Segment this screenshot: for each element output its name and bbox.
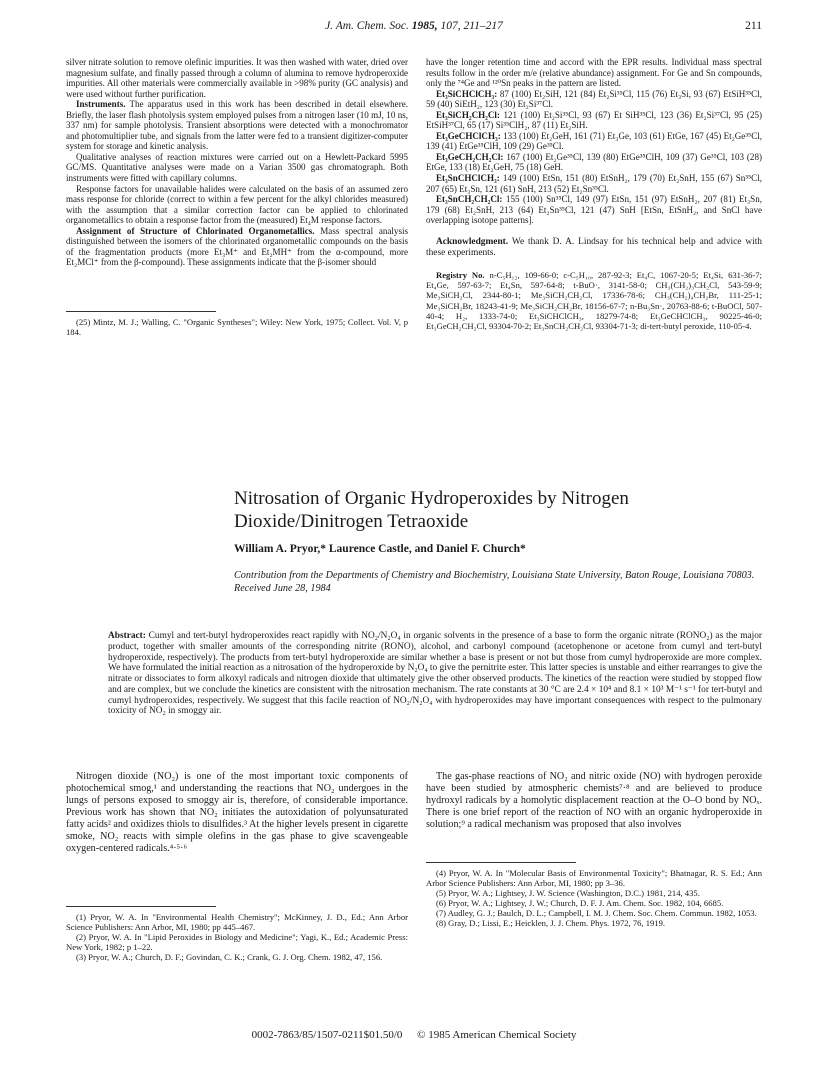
running-header	[66, 20, 762, 36]
entry-text: 155 (100) Sn³⁵Cl, 149 (97) EtSn, 151 (97) EtSnH₂, 207 (81) Et₃Sn, 179 (68) Et₂SnH, 213 (64) Et₂Sn³⁵Cl, 121 (47) SnH [EtSn, EtSnH₂, and SnCl have overlapping isotope patterns].	[426, 194, 762, 226]
paragraph: silver nitrate solution to remove olefinic impurities. It was then washed with water, dried over magnesium sulfate, and finally passed through a column of alumina to remove hydroperoxide impurities. All other materials were commercially available in >98% purity (GC analysis) and were used without further purification.	[66, 57, 408, 99]
paragraph-assignment	[66, 226, 408, 268]
footnote: (3) Pryor, W. A.; Church, D. F.; Govindan, C. K.; Crank, G. J. Org. Chem. 1982, 47, 156.	[76, 952, 383, 962]
entry-text: 87 (100) Et₂SiH, 121 (84) Et₂Si³⁵Cl, 115 (76) Et₃Si, 93 (67) EtSiH³⁵Cl, 59 (40) SiEtH₂, 123 (30) Et₂Si³⁷Cl.	[426, 88, 762, 110]
footnote-rule	[66, 311, 216, 312]
footnotes-right	[426, 868, 762, 928]
journal-citation	[66, 20, 762, 32]
footnote: (6) Pryor, W. A.; Lightsey, J. W.; Church, D. F. J. Am. Chem. Soc. 1982, 104, 6685.	[436, 898, 724, 908]
journal-pages: 211–217	[463, 20, 503, 32]
mass-spec-entry	[426, 89, 762, 110]
abstract-text: Cumyl and tert-butyl hydroperoxides react rapidly with NO₂/N₂O₄ in organic solvents in the presence of a base to form the organic nitrate (RONO₂) as the major product, together with smaller amounts of the corresponding nitrite (RONO), alcohol, and carbonyl compound (acetophenone or acetone from cumyl and tert-butyl hydroperoxide, respectively). The products from tert-butyl hydroperoxide are similar whether a base is present or not but those from cumyl hydroperoxide are more complex. We have formulated the initial reaction as a nitrosation of the hydroperoxide by N₂O₄ to give the pernitrite ester. This latter species is unstable and either rearranges to give the nitrate or dissociates to form alkoxyl radicals and nitrogen dioxide that ultimately give the other observed products. The kinetics of the reaction were studied by stopped flow and are complex, but we conclude the kinetics are consistent with the nitrosation mechanism. The rate constants at 30 °C are 2.4 × 10⁴ and 8.1 × 10³ M⁻¹ s⁻¹ for tert-butyl and cumyl hydroperoxides, respectively. We suggest that this facile reaction of NO₂/N₂O₄ with hydroperoxides may have important consequences with respect to the pulmonary toxicity of NO₂ in smoggy air.	[108, 631, 762, 717]
article-code: 0002-7863/85/1507-0211$01.50/0	[251, 1029, 403, 1041]
ack-text: We thank D. A. Lindsay for his technical help and advice with these experiments.	[426, 237, 762, 258]
footnotes-left	[66, 912, 408, 962]
footnote: (4) Pryor, W. A. In "Molecular Basis of Environmental Toxicity"; Bhatnagar, R. S. Ed.; Ann Arbor Science Publishers: Ann Arbor, MI, 1980; pp 3–36.	[426, 868, 762, 888]
body-right-column: The gas-phase reactions of NO₂ and nitric oxide (NO) with hydrogen peroxide have been studied by atmospheric chemists⁷·⁸ and are believed to produce hydroxyl radicals by a homolytic displacement reaction at the O–O bond by NOₓ. There is one brief report of the reaction of NO with an organic hydroperoxide in solution;⁹ a radical mechanism was proposed that also involves	[426, 771, 762, 830]
article-affiliation: Contribution from the Departments of Chemistry and Biochemistry, Louisiana State University, Baton Rouge, Louisiana 70803. Received June 28, 1984	[234, 570, 755, 594]
footnote-rule	[426, 862, 576, 863]
paragraph: have the longer retention time and accord with the EPR results. Individual mass spectral results follow in the order m/e (relative abundance) assignment. For Ge and Sn compounds, only the ⁷⁴Ge and ¹²⁰Sn peaks in the pattern are listed.	[426, 57, 762, 89]
article-authors: William A. Pryor,* Laurence Castle, and Daniel F. Church*	[234, 543, 526, 555]
body-left-column: Nitrogen dioxide (NO₂) is one of the most important toxic components of photochemical smog,¹ and understanding the reactions that NO₂ undergoes in the lungs of persons exposed to smoggy air is, therefore, of considerable importance. Previous work has shown that NO₂ initiates the autoxidation of polyunsaturated fatty acids² and oxidizes thiols to disulfides.³ At the higher levels present in cigarette smoke, NO₂ reacts with simple olefins in the gas phase to give scavengeable oxygen-centered radicals.⁴·⁵·⁶	[66, 771, 408, 854]
abstract-head: Abstract:	[108, 631, 146, 641]
registry-numbers	[426, 270, 762, 331]
journal-year: 1985,	[411, 20, 438, 32]
mass-spec-entry	[426, 152, 762, 173]
mass-spec-entry	[426, 110, 762, 131]
compound-name: Et₃GeCHClCH₃:	[436, 130, 501, 141]
footnote: (1) Pryor, W. A. In "Environmental Health Chemistry"; McKinney, J. D., Ed.; Ann Arbor Science Publishers: Ann Arbor, MI, 1980; pp 445–467.	[66, 912, 408, 932]
mass-spec-entry	[426, 194, 762, 226]
prev-article-left-column	[66, 57, 408, 268]
registry-text: n-C₅H₁₂, 109-66-0; c-C₅H₁₀, 287-92-3; Et₄C, 1067-20-5; Et₄Si, 631-36-7; Et₄Ge, 597-63-7; Et₄Sn, 597-64-8; t-BuO·, 3141-58-0; CH₃(CH₂)₃CH₂Cl, 543-59-9; Me₃SiCH₂Cl, 2344-80-1; Me₃SiCH₂CH₂Cl, 17336-78-6; CH₃(CH₂)₄CH₂Br, 111-25-1; Me₃SiCH₂Br, 18243-41-9; Me₃SiCH₂CH₂Br, 18156-67-7; n-Bu₃Sn·, 20763-88-6; t-BuOCl, 507-40-4; H₂, 1333-74-0; Et₃SiCHClCH₃, 18279-74-8; Et₃GeCHClCH₃, 90225-46-0; Et₃GeCH₂CH₂Cl, 93304-70-2; Et₃SnCH₂CH₂Cl, 93304-71-3; di-tert-butyl peroxide, 110-05-4.	[426, 270, 762, 332]
compound-name: Et₃SiCH₂CH₂Cl:	[436, 109, 500, 120]
entry-text: 121 (100) Et₂Si³⁵Cl, 93 (67) Et SiH³⁵Cl, 123 (36) Et₂Si³⁷Cl, 95 (25) EtSiH³⁷Cl, 65 (17) Si³⁵ClH₂, 87 (11) Et₂SiH.	[426, 109, 762, 131]
compound-name: Et₃GeCH₂CH₂Cl:	[436, 151, 504, 162]
footnote: (8) Gray, D.; Lissi, E.; Heicklen, J. J. Chem. Phys. 1972, 76, 1919.	[436, 918, 666, 928]
footnote-25	[66, 317, 408, 337]
paragraph: Qualitative analyses of reaction mixtures were carried out on a Hewlett-Packard 5995 GC/MS. Quantitative analyses were made on a Varian 3500 gas chromatograph. Both instruments were fitted with capillary columns.	[66, 151, 408, 184]
mass-spec-entry	[426, 173, 762, 194]
ack-head: Acknowledgment.	[436, 237, 509, 247]
acknowledgment	[426, 237, 762, 259]
article-title: Nitrosation of Organic Hydroperoxides by Nitrogen Dioxide/Dinitrogen Tetraoxide	[234, 488, 629, 532]
compound-name: Et₃SnCH₂CH₂Cl:	[436, 194, 503, 205]
copyright: © 1985 American Chemical Society	[417, 1029, 577, 1041]
compound-name: Et₃SiCHClCH₃:	[436, 88, 498, 99]
page-number: 211	[745, 20, 762, 32]
footnote: (5) Pryor, W. A.; Lightsey, J. W. Science (Washington, D.C.) 1981, 214, 435.	[436, 888, 700, 898]
section-head: Assignment of Structure of Chlorinated Organometallics.	[76, 225, 315, 236]
page-footer	[66, 1029, 762, 1041]
compound-name: Et₃SnCHClCH₃:	[436, 173, 500, 184]
journal-volume: 107,	[440, 20, 461, 32]
paragraph: Response factors for unavailable halides were calculated on the basis of an assumed zero mass response for chloride (correct to within a few percent for the alkyl chlorides measured) with the assumption that a similar correction factor can be applied to chlorinated organometallics to obtain a response factor from the (measured) Et₄M response factors.	[66, 183, 408, 226]
footnote: (2) Pryor, W. A. In "Lipid Peroxides in Biology and Medicine"; Yagi, K., Ed.; Academic Press: New York, 1982; p 1–22.	[66, 932, 408, 952]
section-head: Instruments.	[76, 99, 126, 110]
entry-text: 133 (100) Et₂GeH, 161 (71) Et₃Ge, 103 (61) EtGe, 167 (45) Et₂Ge³⁵Cl, 139 (41) EtGe³⁵ClH, 109 (29) Ge³⁵Cl.	[426, 130, 762, 152]
registry-head: Registry No.	[436, 270, 485, 280]
abstract	[108, 631, 762, 717]
paragraph-instruments	[66, 99, 408, 152]
footnote-rule	[66, 906, 216, 907]
paragraph-text: Mass spectral analysis distinguished between the isomers of the chlorinated organometallic compounds on the basis of the fragmentation products (more Et₃M⁺ and Et₂MH⁺ from the α-compound, more Et₂MCl⁺ from the β-compound). These assignments indicate that the β-isomer should	[66, 225, 409, 268]
paragraph-text: The apparatus used in this work has been described in detail elsewhere. Briefly, the laser flash photolysis system employed pulses from a nitrogen laser (10 mJ, 10 ns, 337 nm) for sample photolysis. Transient absorptions were detected with a monochromator and photomultiplier tube, and signals from the latter were fed to a transient digitizer-computer system for storage and kinetic analysis.	[66, 99, 408, 152]
entry-text: 149 (100) EtSn, 151 (80) EtSnH₂, 179 (70) Et₂SnH, 155 (67) Sn³⁵Cl, 207 (65) Et₃Sn, 121 (61) SnH, 213 (52) Et₂Sn³⁵Cl.	[426, 173, 762, 194]
journal-name: J. Am. Chem. Soc.	[325, 20, 409, 32]
entry-text: 167 (100) Et₂Ge³⁵Cl, 139 (80) EtGe³⁵ClH, 109 (37) Ge³⁵Cl, 103 (28) EtGe, 133 (18) Et₂GeH, 75 (18) GeH.	[426, 151, 762, 173]
footnote-text: (25) Mintz, M. J.; Walling, C. "Organic Syntheses"; Wiley: New York, 1975; Collect. Vol. V, p 184.	[66, 317, 408, 337]
prev-article-right-column	[426, 57, 762, 226]
footnote: (7) Audley, G. J.; Baulch, D. L.; Campbell, I. M. J. Chem. Soc. Chem. Commun. 1982, 1053.	[436, 908, 757, 918]
mass-spec-entry	[426, 131, 762, 152]
